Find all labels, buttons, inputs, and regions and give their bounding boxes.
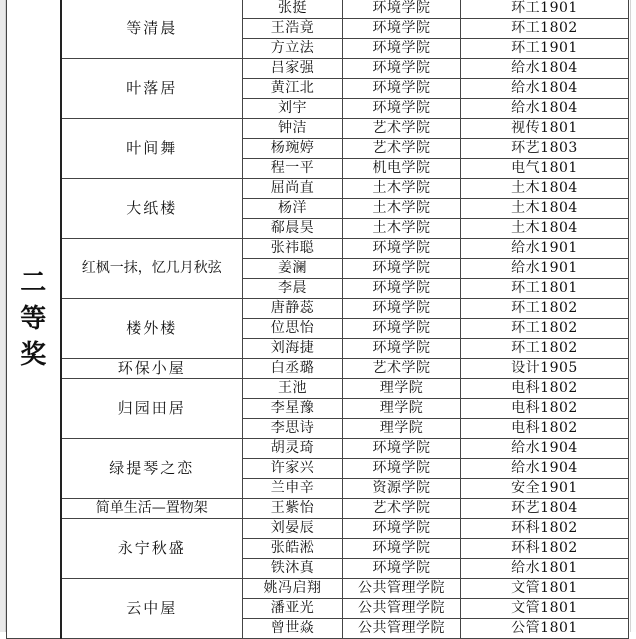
college-cell[interactable]: 土木学院	[343, 179, 461, 199]
awards-table	[6, 0, 629, 639]
award-level-cell[interactable]	[7, 0, 61, 639]
table-row	[7, 359, 629, 379]
member-name-cell[interactable]: 杨琬婷	[243, 139, 343, 159]
member-name-cell[interactable]: 王紫怡	[243, 499, 343, 519]
class-cell[interactable]: 土木1804	[461, 219, 629, 239]
college-cell[interactable]: 环境学院	[343, 339, 461, 359]
college-cell[interactable]: 环境学院	[343, 279, 461, 299]
member-name-cell[interactable]: 姜澜	[243, 259, 343, 279]
member-name-cell[interactable]: 刘晏辰	[243, 519, 343, 539]
college-cell[interactable]: 公共管理学院	[343, 619, 461, 639]
table-row	[7, 179, 629, 199]
member-name-cell[interactable]: 许家兴	[243, 459, 343, 479]
member-name-cell[interactable]: 杨洋	[243, 199, 343, 219]
class-cell[interactable]: 设计1905	[461, 359, 629, 379]
college-cell[interactable]: 环境学院	[343, 459, 461, 479]
member-name-cell[interactable]: 兰申辛	[243, 479, 343, 499]
class-cell[interactable]: 环工1802	[461, 19, 629, 39]
member-name-cell[interactable]: 王浩竟	[243, 19, 343, 39]
member-name-cell[interactable]: 郗晨昊	[243, 219, 343, 239]
member-name-cell[interactable]: 屈尚直	[243, 179, 343, 199]
team-name-cell[interactable]: 永宁秋盛	[61, 519, 243, 579]
class-cell[interactable]: 给水1904	[461, 459, 629, 479]
class-cell[interactable]: 文管1801	[461, 579, 629, 599]
class-cell[interactable]: 环工1801	[461, 279, 629, 299]
table-row	[7, 59, 629, 79]
college-cell[interactable]: 资源学院	[343, 479, 461, 499]
class-cell[interactable]: 给水1801	[461, 559, 629, 579]
class-cell[interactable]: 视传1801	[461, 119, 629, 139]
table-row	[7, 0, 629, 19]
table-row	[7, 119, 629, 139]
college-cell[interactable]: 艺术学院	[343, 359, 461, 379]
class-cell[interactable]: 环工1802	[461, 299, 629, 319]
member-name-cell[interactable]: 钟洁	[243, 119, 343, 139]
member-name-cell[interactable]: 刘宇	[243, 99, 343, 119]
member-name-cell[interactable]: 李星豫	[243, 399, 343, 419]
member-name-cell[interactable]: 潘亚光	[243, 599, 343, 619]
member-name-cell[interactable]: 唐静蕊	[243, 299, 343, 319]
member-name-cell[interactable]: 王池	[243, 379, 343, 399]
team-name-cell[interactable]: 绿提琴之恋	[61, 439, 243, 499]
table-row	[7, 499, 629, 519]
team-name-cell[interactable]: 楼外楼	[61, 299, 243, 359]
college-cell[interactable]: 环境学院	[343, 19, 461, 39]
member-name-cell[interactable]: 程一平	[243, 159, 343, 179]
team-name-cell[interactable]: 云中屋	[61, 579, 243, 639]
class-cell[interactable]: 环艺1803	[461, 139, 629, 159]
class-cell[interactable]: 环科1802	[461, 539, 629, 559]
class-cell[interactable]: 环科1802	[461, 519, 629, 539]
table-row	[7, 239, 629, 259]
member-name-cell[interactable]: 李晨	[243, 279, 343, 299]
member-name-cell[interactable]: 姚冯启翔	[243, 579, 343, 599]
member-name-cell[interactable]: 张挺	[243, 0, 343, 19]
college-cell[interactable]: 环境学院	[343, 99, 461, 119]
table-row	[7, 299, 629, 319]
college-cell[interactable]: 环境学院	[343, 259, 461, 279]
class-cell[interactable]: 给水1904	[461, 439, 629, 459]
class-cell[interactable]: 给水1901	[461, 259, 629, 279]
table-row	[7, 379, 629, 399]
class-cell[interactable]: 土木1804	[461, 199, 629, 219]
college-cell[interactable]: 环境学院	[343, 319, 461, 339]
awards-table-body	[7, 0, 629, 639]
college-cell[interactable]: 环境学院	[343, 439, 461, 459]
class-cell[interactable]: 文管1801	[461, 599, 629, 619]
college-cell[interactable]: 环境学院	[343, 59, 461, 79]
member-name-cell[interactable]: 铁沐真	[243, 559, 343, 579]
college-cell[interactable]: 环境学院	[343, 79, 461, 99]
college-cell[interactable]: 土木学院	[343, 199, 461, 219]
member-name-cell[interactable]: 方立法	[243, 39, 343, 59]
team-name-cell[interactable]: 简单生活—置物架	[61, 499, 243, 519]
college-cell[interactable]: 理学院	[343, 379, 461, 399]
member-name-cell[interactable]: 吕家强	[243, 59, 343, 79]
college-cell[interactable]: 环境学院	[343, 39, 461, 59]
college-cell[interactable]: 环境学院	[343, 559, 461, 579]
college-cell[interactable]: 艺术学院	[343, 499, 461, 519]
class-cell[interactable]: 电科1802	[461, 419, 629, 439]
class-cell[interactable]: 环工1901	[461, 0, 629, 19]
college-cell[interactable]: 环境学院	[343, 539, 461, 559]
college-cell[interactable]: 公共管理学院	[343, 599, 461, 619]
college-cell[interactable]: 环境学院	[343, 0, 461, 19]
class-cell[interactable]: 环工1901	[461, 39, 629, 59]
class-cell[interactable]: 电气1801	[461, 159, 629, 179]
class-cell[interactable]: 电科1802	[461, 379, 629, 399]
class-cell[interactable]: 环工1802	[461, 339, 629, 359]
college-cell[interactable]: 艺术学院	[343, 139, 461, 159]
member-name-cell[interactable]: 张祎聪	[243, 239, 343, 259]
member-name-cell[interactable]: 白丞璐	[243, 359, 343, 379]
member-name-cell[interactable]: 曾世焱	[243, 619, 343, 639]
class-cell[interactable]: 电科1802	[461, 399, 629, 419]
college-cell[interactable]: 机电学院	[343, 159, 461, 179]
member-name-cell[interactable]: 胡灵琦	[243, 439, 343, 459]
team-name-cell[interactable]: 等清晨	[61, 0, 243, 59]
college-cell[interactable]: 环境学院	[343, 299, 461, 319]
table-row	[7, 519, 629, 539]
class-cell[interactable]: 给水1804	[461, 59, 629, 79]
table-row	[7, 579, 629, 599]
class-cell[interactable]: 给水1804	[461, 79, 629, 99]
team-name-cell[interactable]: 环保小屋	[61, 359, 243, 379]
member-name-cell[interactable]: 黄江北	[243, 79, 343, 99]
member-name-cell[interactable]: 刘海捷	[243, 339, 343, 359]
class-cell[interactable]: 给水1804	[461, 99, 629, 119]
college-cell[interactable]: 土木学院	[343, 219, 461, 239]
table-row	[7, 439, 629, 459]
team-name-cell[interactable]: 红枫一抹，忆几月秋弦	[61, 239, 243, 299]
class-cell[interactable]: 环工1802	[461, 319, 629, 339]
college-cell[interactable]: 理学院	[343, 399, 461, 419]
college-cell[interactable]: 环境学院	[343, 239, 461, 259]
team-name-cell[interactable]: 大纸楼	[61, 179, 243, 239]
team-name-cell[interactable]: 叶间舞	[61, 119, 243, 179]
college-cell[interactable]: 环境学院	[343, 519, 461, 539]
class-cell[interactable]: 安全1901	[461, 479, 629, 499]
class-cell[interactable]: 公管1801	[461, 619, 629, 639]
college-cell[interactable]: 公共管理学院	[343, 579, 461, 599]
member-name-cell[interactable]: 位思怡	[243, 319, 343, 339]
award-level-label: 二等奖	[20, 267, 47, 370]
class-cell[interactable]: 土木1804	[461, 179, 629, 199]
college-cell[interactable]: 艺术学院	[343, 119, 461, 139]
team-name-cell[interactable]: 归园田居	[61, 379, 243, 439]
class-cell[interactable]: 给水1901	[461, 239, 629, 259]
scrollbar-strip[interactable]	[630, 0, 636, 632]
college-cell[interactable]: 理学院	[343, 419, 461, 439]
team-name-cell[interactable]: 叶落居	[61, 59, 243, 119]
member-name-cell[interactable]: 张皓淞	[243, 539, 343, 559]
class-cell[interactable]: 环艺1804	[461, 499, 629, 519]
member-name-cell[interactable]: 李思诗	[243, 419, 343, 439]
